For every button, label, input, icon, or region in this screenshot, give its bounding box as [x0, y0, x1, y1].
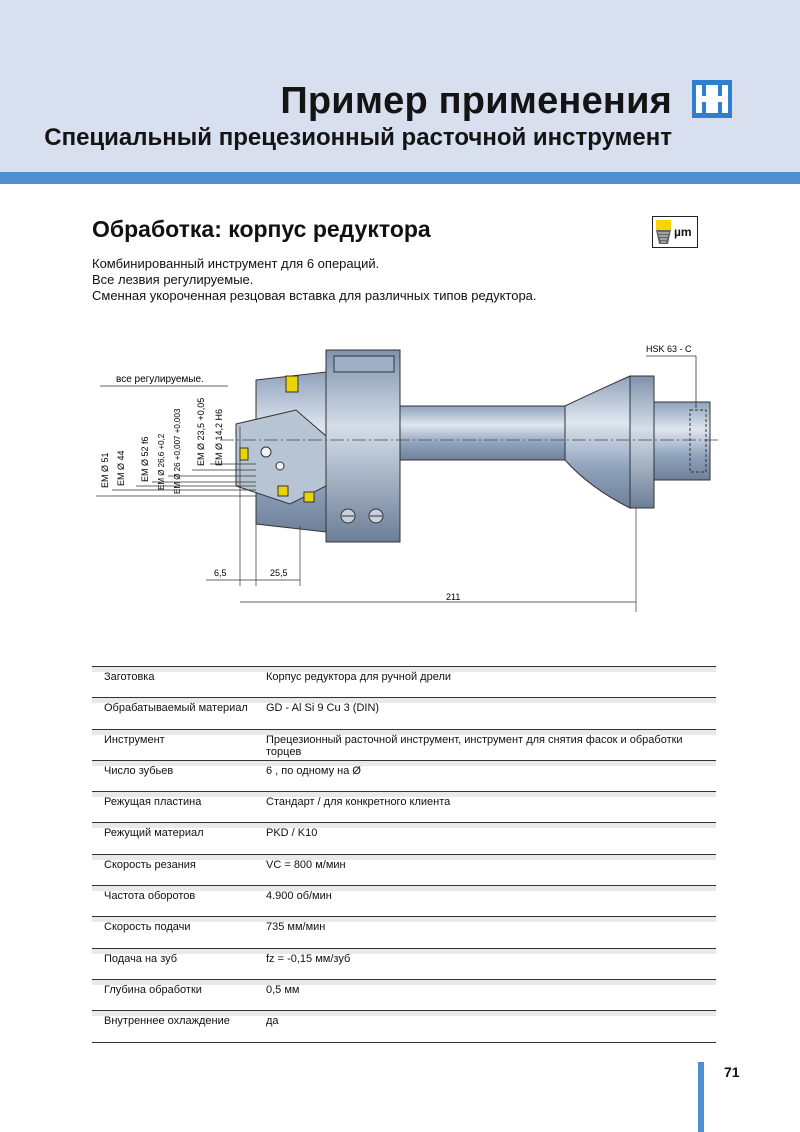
spec-value: PKD / K10 [266, 827, 318, 840]
diameter-label: EM Ø 52 f6 [140, 436, 150, 482]
page-number: 71 [724, 1064, 740, 1080]
table-row [92, 948, 716, 979]
table-row [92, 791, 716, 822]
diameter-label: EM Ø 26 +0,007 +0,003 [173, 408, 182, 494]
diameter-label: EM Ø 23,5 +0,05 [196, 397, 206, 466]
spec-label: Заготовка [104, 671, 155, 683]
spec-value: да [266, 1015, 279, 1028]
adjustable-note: все регулируемые. [116, 374, 204, 385]
spec-value: 6 , по одному на Ø [266, 764, 361, 777]
tool-drawing [90, 336, 730, 616]
table-row [92, 697, 716, 728]
diameter-label: EM Ø 44 [116, 450, 126, 486]
spec-value: 4.900 об/мин [266, 890, 332, 903]
spec-value: 735 мм/мин [266, 921, 326, 934]
hh-logo-icon [692, 80, 732, 118]
spec-table [92, 666, 716, 1043]
intro-line: Все лезвия регулируемые. [92, 272, 254, 287]
section-title: Обработка: корпус редуктора [92, 216, 431, 242]
table-row [92, 854, 716, 885]
dimension-label: 211 [446, 592, 461, 602]
table-row [92, 760, 716, 791]
spec-label: Подача на зуб [104, 952, 178, 965]
page-subtitle: Специальный прецезионный расточной инструмент [44, 124, 672, 151]
page-number-bar [698, 1062, 704, 1132]
table-row [92, 822, 716, 853]
diameter-label: EM Ø 51 [100, 452, 110, 488]
diameter-label: EM Ø 14,2 H6 [214, 408, 224, 466]
spec-value: Прецезионный расточной инструмент, инструмент для снятия фасок и обработки торцев [266, 733, 683, 758]
page-title: Пример применения [280, 80, 672, 122]
spec-label: Режущая пластина [104, 796, 202, 809]
table-bottom-rule [92, 1042, 716, 1043]
holder-label: HSK 63 - C [646, 344, 692, 354]
spec-label: Обрабатываемый материал [104, 702, 248, 715]
spec-value: GD - Al Si 9 Cu 3 (DIN) [266, 702, 380, 715]
table-row [92, 1010, 716, 1041]
spec-value: Корпус редуктора для ручной дрели [266, 671, 452, 683]
table-row [92, 885, 716, 916]
spec-label: Внутреннее охлаждение [104, 1015, 230, 1028]
spec-label: Число зубьев [104, 764, 174, 777]
spec-label: Скорость подачи [104, 921, 191, 934]
spec-value: VC = 800 м/мин [266, 858, 346, 871]
table-row [92, 666, 716, 697]
spec-label: Режущий материал [104, 827, 204, 840]
dimension-label: 25,5 [270, 568, 288, 578]
spec-value: 0,5 мм [266, 983, 300, 996]
table-row [92, 916, 716, 947]
table-row [92, 979, 716, 1010]
micrometer-finish-icon [652, 216, 698, 248]
intro-text [92, 256, 537, 304]
header-rule [0, 172, 800, 184]
spec-value: fz = -0,15 мм/зуб [266, 952, 351, 965]
intro-line: Сменная укороченная резцовая вставка для различных типов редуктора. [92, 288, 537, 303]
dimension-label: 6,5 [214, 568, 227, 578]
um-label: µm [674, 225, 692, 239]
diameter-label: EM Ø 26,6 +0,2 [157, 433, 166, 490]
spec-label: Глубина обработки [104, 983, 202, 996]
spec-label: Скорость резания [104, 858, 196, 871]
intro-line: Комбинированный инструмент для 6 операций. [92, 256, 380, 271]
table-row [92, 729, 716, 760]
spec-value: Стандарт / для конкретного клиента [266, 796, 451, 809]
spec-label: Частота оборотов [104, 890, 196, 903]
spec-label: Инструмент [104, 733, 165, 746]
